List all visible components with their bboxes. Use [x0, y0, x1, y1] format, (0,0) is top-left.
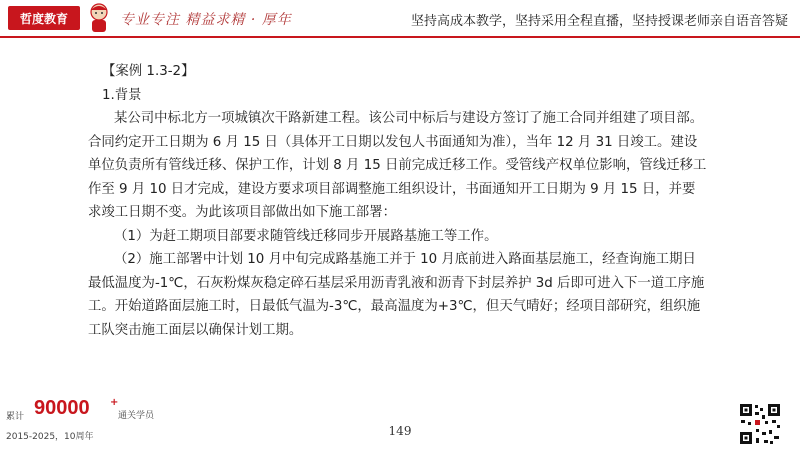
mascot-icon	[86, 2, 112, 34]
header-bar	[0, 0, 800, 38]
list-item: （1）为赶工期项目部要求随管线迁移同步开展路基施工等工作。	[114, 228, 498, 244]
header-divider	[0, 36, 800, 38]
document-body	[88, 60, 708, 342]
paragraph-background: 某公司中标北方一项城镇次干路新建工程。该公司中标后与建设方签订了施工合同并组建了项目部。合同约定开工日期为 6 月 15 日（具体开工日期以发包人书面通知为准），当年 12 月 31 日竣工。建设单位负责所有管线迁移、保护工作，计划 8 月 15 日前完成迁移工作。受管线产权单位影响，管线迁移工作至 9 月 10 日才完成，建设方要求项目部调整施工组织设计，书面通知开工日期为 9 月 15 日，并要求竣工日期不变。为此该项目部做出如下施工部署：	[88, 111, 707, 220]
stats-unit: 通关学员	[118, 411, 155, 421]
case-title: 【案例 1.3-2】	[102, 64, 195, 79]
stats-lead: 累计	[6, 412, 25, 422]
page-number: 149	[388, 424, 412, 438]
brand-logo-text: 哲度教育	[19, 11, 68, 26]
list-item: （2）施工部署中计划 10 月中旬完成路基施工并于 10 月底前进入路面基层施工，经查询施工期日最低温度为-1℃，石灰粉煤灰稳定碎石基层采用沥青乳液和沥青下封层养护 3d 后即可进入下一道工序施工。开始道路面层施工时，日最低气温为-3℃，最高温度为+3℃，但天气晴好；经项目部研究，组织施工队突击施工面层以确保计划工期。	[88, 252, 705, 338]
stats-years: 2015-2025，10周年	[6, 432, 94, 442]
calligraphy-slogan: 专业专注 精益求精 · 厚年	[120, 12, 292, 28]
stats-count: 90000	[34, 397, 90, 419]
brand-logo	[8, 6, 80, 30]
stats-plus: +	[110, 397, 119, 408]
section-title: 1.背景	[102, 87, 142, 103]
header-slogan: 坚持高成本教学，坚持采用全程直播，坚持授课老师亲自语音答疑	[410, 14, 788, 29]
qr-code-icon	[738, 402, 782, 446]
